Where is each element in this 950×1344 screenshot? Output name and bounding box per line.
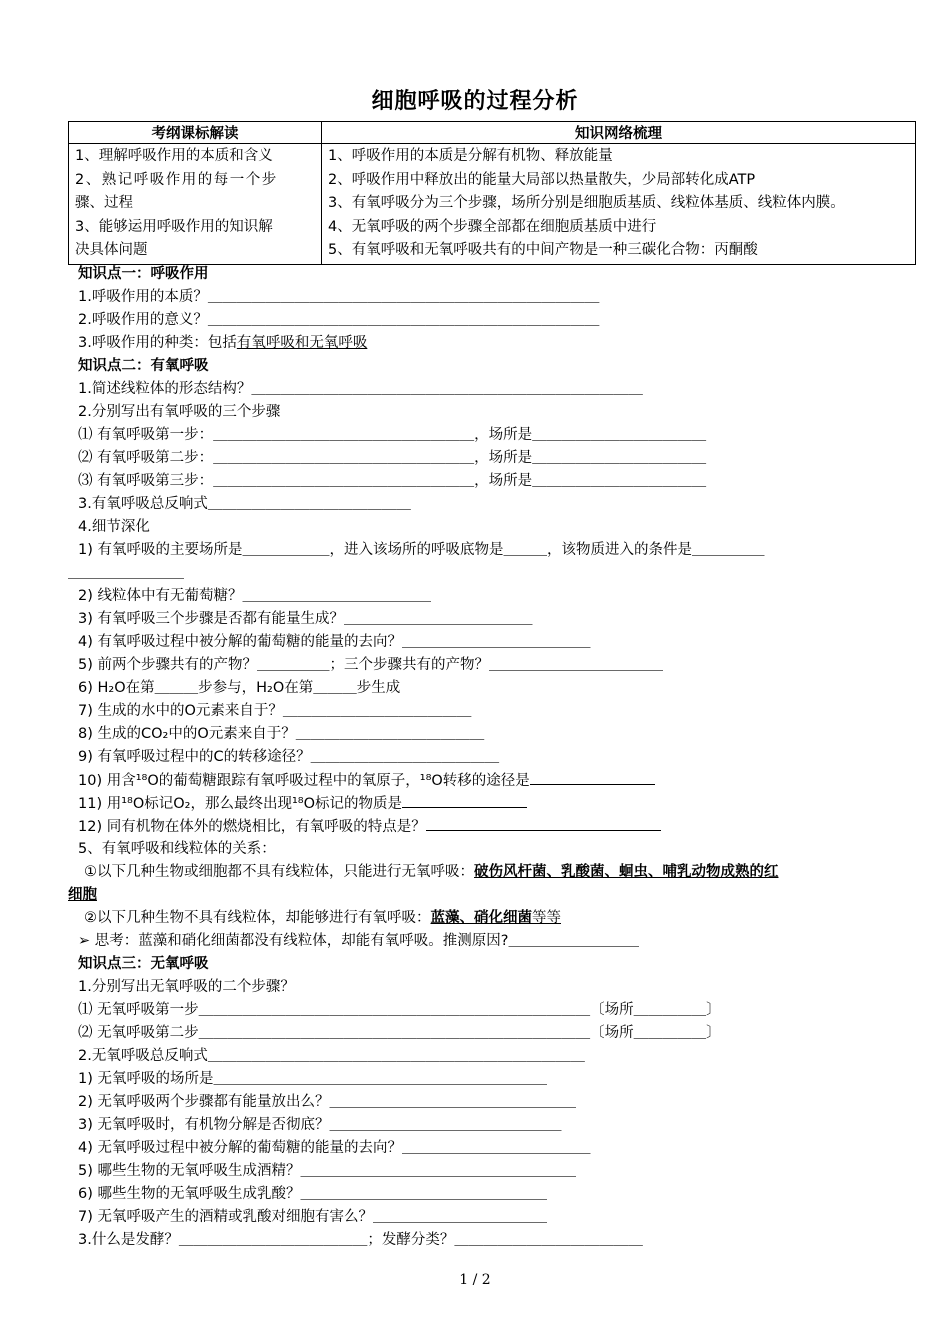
knowledge-line: 2、呼吸作用中释放出的能量大局部以热量散失，少局部转化成ATP [328,171,756,188]
detail-line [78,792,527,815]
detail-line: 9) 有氧呼吸过程中的C的转移途径？＿＿＿＿＿＿＿＿＿＿＿＿＿ [78,749,500,765]
detail-line: 2) 无氧呼吸两个步骤都有能量放出么？＿＿＿＿＿＿＿＿＿＿＿＿＿＿＿＿＿ [78,1094,576,1110]
detail-line: ＿＿＿＿＿＿＿＿ [68,565,184,581]
detail-text: 11) 用¹⁸O标记O₂，那么最终出现¹⁸O标记的物质是 [78,796,403,812]
detail-line: 7) 生成的水中的O元素来自于？＿＿＿＿＿＿＿＿＿＿＿＿＿ [78,703,472,719]
syllabus-line: 1、理解呼吸作用的本质和含义 [75,148,273,164]
relation-text: ①以下几种生物或细胞都不具有线粒体，只能进行无氧呼吸： [84,864,474,880]
syllabus-line: 决具体问题 [75,242,148,258]
detail-line: 4) 无氧呼吸过程中被分解的葡萄糖的能量的去向？＿＿＿＿＿＿＿＿＿＿＿＿＿ [78,1140,591,1156]
question-line: 3.有氧呼吸总反响式＿＿＿＿＿＿＿＿＿＿＿＿＿＿ [78,496,411,512]
detail-line: 3) 有氧呼吸三个步骤是否都有能量生成？＿＿＿＿＿＿＿＿＿＿＿＿＿ [78,611,533,627]
question-line: 5、有氧呼吸和线粒体的关系： [78,841,276,857]
syllabus-cell [69,144,322,265]
detail-line: 6) H₂O在第＿＿＿步参与，H₂O在第＿＿＿步生成 [78,680,401,696]
table-header-knowledge: 知识网络梳理 [322,122,916,144]
syllabus-line: 骤、过程 [75,195,133,211]
page-title: 细胞呼吸的过程分析 [371,89,579,114]
answer-blank [402,792,527,808]
table-header-syllabus: 考纲课标解读 [69,122,322,144]
relation-text: 等等 [532,910,561,926]
answer-blank [530,769,655,785]
question-text: 3.呼吸作用的种类：包括 [78,335,237,351]
question-line: 1.呼吸作用的本质？＿＿＿＿＿＿＿＿＿＿＿＿＿＿＿＿＿＿＿＿＿＿＿＿＿＿＿ [78,289,600,305]
syllabus-line: 3、能够运用呼吸作用的知识解 [75,218,273,235]
knowledge-cell [322,144,916,265]
question-line: ⑵ 有氧呼吸第二步：＿＿＿＿＿＿＿＿＿＿＿＿＿＿＿＿＿＿，场所是＿＿＿＿＿＿＿＿＿＿＿＿ [78,450,707,466]
knowledge-line: 5、有氧呼吸和无氧呼吸共有的中间产物是一种三碳化合物：丙酮酸 [328,242,758,258]
question-line: 2.无氧呼吸总反响式＿＿＿＿＿＿＿＿＿＿＿＿＿＿＿＿＿＿＿＿＿＿＿＿＿＿ [78,1048,585,1064]
question-line: ⑴ 无氧呼吸第一步＿＿＿＿＿＿＿＿＿＿＿＿＿＿＿＿＿＿＿＿＿＿＿＿＿＿＿〔场所＿＿＿＿＿〕 [78,1002,721,1018]
detail-line: 6) 哪些生物的无氧呼吸生成乳酸？＿＿＿＿＿＿＿＿＿＿＿＿＿＿＿＿＿ [78,1186,547,1202]
detail-line: 1) 有氧呼吸的主要场所是＿＿＿＿＿＿，进入该场所的呼吸底物是＿＿＿，该物质进入的条件是＿＿＿＿＿ [78,542,765,558]
detail-line: 4) 有氧呼吸过程中被分解的葡萄糖的能量的去向？＿＿＿＿＿＿＿＿＿＿＿＿＿ [78,634,591,650]
question-line: ⑴ 有氧呼吸第一步：＿＿＿＿＿＿＿＿＿＿＿＿＿＿＿＿＿＿，场所是＿＿＿＿＿＿＿＿＿＿＿＿ [78,427,707,443]
knowledge-line: 3、有氧呼吸分为三个步骤，场所分别是细胞质基质、线粒体基质、线粒体内膜。 [328,195,845,211]
answer-text: 有氧呼吸和无氧呼吸 [236,335,368,351]
question-line: 4.细节深化 [78,519,150,535]
answer-text: 蓝藻、硝化细菌 [430,910,532,926]
detail-line: 2) 线粒体中有无葡萄糖？＿＿＿＿＿＿＿＿＿＿＿＿＿ [78,588,431,604]
question-line: 1.简述线粒体的形态结构？＿＿＿＿＿＿＿＿＿＿＿＿＿＿＿＿＿＿＿＿＿＿＿＿＿＿＿ [78,381,643,397]
detail-line: 1) 无氧呼吸的场所是＿＿＿＿＿＿＿＿＿＿＿＿＿＿＿＿＿＿＿＿＿＿＿ [78,1071,547,1087]
answer-blank [426,815,661,831]
relation-line [84,861,779,884]
knowledge-line: 4、无氧呼吸的两个步骤全部都在细胞质基质中进行 [328,218,657,235]
section-heading-2: 知识点二：有氧呼吸 [78,358,209,374]
detail-text: 12) 同有机物在体外的燃烧相比，有氧呼吸的特点是？ [78,819,426,835]
detail-line [78,769,655,792]
question-line: ⑶ 有氧呼吸第三步：＿＿＿＿＿＿＿＿＿＿＿＿＿＿＿＿＿＿，场所是＿＿＿＿＿＿＿＿＿＿＿＿ [78,473,707,489]
detail-line: 8) 生成的CO₂中的O元素来自于？＿＿＿＿＿＿＿＿＿＿＿＿＿ [78,726,485,742]
answer-text: 破伤风杆菌、乳酸菌、蛔虫、哺乳动物成熟的红 [474,864,779,880]
question-line: 1.分别写出无氧呼吸的二个步骤？ [78,979,295,995]
relation-text: ②以下几种生物不具有线粒体，却能够进行有氧呼吸： [84,910,431,926]
detail-line: 3) 无氧呼吸时，有机物分解是否彻底？＿＿＿＿＿＿＿＿＿＿＿＿＿＿＿＿ [78,1117,562,1133]
detail-line: 5) 哪些生物的无氧呼吸生成酒精？＿＿＿＿＿＿＿＿＿＿＿＿＿＿＿＿＿＿＿ [78,1163,576,1179]
question-line: 2.分别写出有氧呼吸的三个步骤 [78,404,281,420]
question-line [78,332,367,355]
question-line: ⑵ 无氧呼吸第二步＿＿＿＿＿＿＿＿＿＿＿＿＿＿＿＿＿＿＿＿＿＿＿＿＿＿＿〔场所＿＿＿＿＿〕 [78,1025,721,1041]
answer-text: 细胞 [68,887,97,903]
relation-line [84,907,561,930]
page-number: 1 / 2 [459,1272,491,1288]
detail-text: 10) 用含¹⁸O的葡萄糖跟踪有氧呼吸过程中的氧原子，¹⁸O转移的途径是 [78,773,530,789]
detail-line: 5) 前两个步骤共有的产物？＿＿＿＿＿；三个步骤共有的产物？＿＿＿＿＿＿＿＿＿＿＿＿ [78,657,663,673]
question-line: 3.什么是发酵？＿＿＿＿＿＿＿＿＿＿＿＿＿；发酵分类？＿＿＿＿＿＿＿＿＿＿＿＿＿ [78,1232,643,1248]
syllabus-line: 2、熟记呼吸作用的每一个步 [75,171,278,188]
section-heading-1: 知识点一：呼吸作用 [78,266,209,282]
knowledge-line: 1、呼吸作用的本质是分解有机物、释放能量 [328,148,613,164]
section-heading-3: 知识点三：无氧呼吸 [78,956,209,972]
think-line: ➢ 思考：蓝藻和硝化细菌都没有线粒体，却能有氧呼吸。推测原因?＿＿＿＿＿＿＿＿＿ [78,933,639,949]
detail-line [78,815,661,838]
syllabus-table [68,121,916,265]
question-line: 2.呼吸作用的意义？＿＿＿＿＿＿＿＿＿＿＿＿＿＿＿＿＿＿＿＿＿＿＿＿＿＿＿ [78,312,600,328]
detail-line: 7) 无氧呼吸产生的酒精或乳酸对细胞有害么？＿＿＿＿＿＿＿＿＿＿＿＿ [78,1209,547,1225]
